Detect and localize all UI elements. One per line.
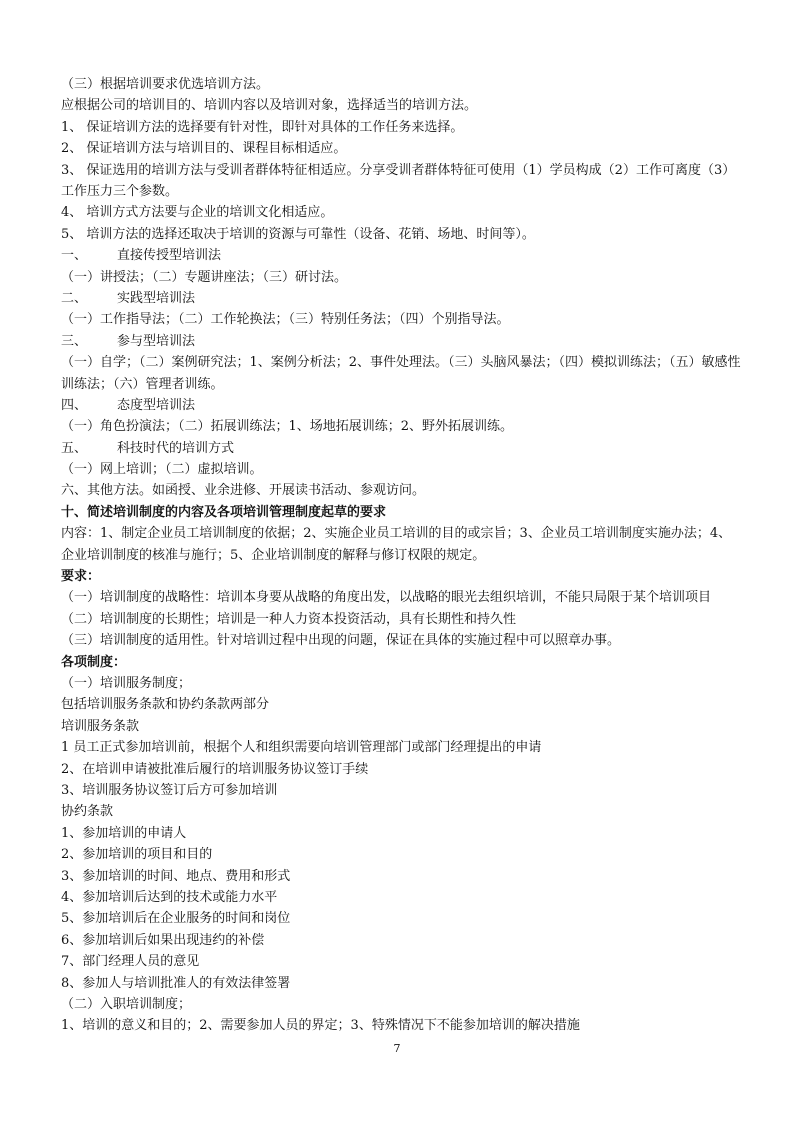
text-line: 六、其他方法。如函授、业余进修、开展读书活动、参观访问。 (61, 483, 426, 499)
text-line: 1、培训的意义和目的；2、需要参加人员的界定；3、特殊情况下不能参加培训的解决措施 (61, 1018, 580, 1034)
text-line: （一）角色扮演法；（二）拓展训练法；1、场地拓展训练；2、野外拓展训练。 (61, 419, 514, 435)
subheading: 要求： (61, 569, 101, 585)
section-number: 四、 (61, 397, 88, 413)
text-line: 2、 保证培训方法与培训目的、课程目标相适应。 (61, 141, 347, 157)
section-heading (61, 288, 741, 309)
text-line: （一）工作指导法；（二）工作轮换法；（三）特别任务法；（四）个别指导法。 (61, 312, 510, 328)
section-title: 直接传授型培训法 (117, 248, 222, 264)
text-line: （一）讲授法；（二）专题讲座法；（三）研讨法。 (61, 269, 348, 285)
text-line: 3、参加培训的时间、地点、费用和形式 (61, 868, 291, 884)
chapter-heading: 十、简述培训制度的内容及各项培训管理制度起草的要求 (61, 504, 387, 520)
text-line: 7、部门经理人员的意见 (61, 954, 200, 970)
text-line: 4、参加培训后达到的技术或能力水平 (61, 889, 278, 905)
section-title: 参与型培训法 (117, 333, 196, 349)
text-line: 3、 保证选用的培训方法与受训者群体特征相适应。分享受训者群体特征可使用（1）学员构成（2）工作可离度（3）工作压力三个参数。 (61, 162, 736, 199)
text-line: 2、在培训申请被批准后履行的培训服务协议签订手续 (61, 761, 369, 777)
section-title: 态度型培训法 (117, 397, 196, 413)
text-line: （三）根据培训要求优选培训方法。 (61, 77, 270, 92)
text-line: 内容：1、制定企业员工培训制度的依据；2、实施企业员工培训的目的或宗旨；3、企业员工培训制度实施办法；4、企业培训制度的核准与施行；5、企业培训制度的解释与修订权限的规定。 (61, 526, 732, 563)
section-heading (61, 438, 741, 459)
section-title: 科技时代的培训方式 (117, 440, 235, 456)
document-body (61, 74, 741, 1037)
section-number: 一、 (61, 248, 88, 264)
section-heading (61, 395, 741, 416)
text-line: 1、 保证培训方法的选择要有针对性，即针对具体的工作任务来选择。 (61, 119, 464, 135)
text-line: （二）入职培训制度； (61, 996, 192, 1012)
section-heading (61, 245, 741, 266)
subheading: 各项制度： (61, 654, 127, 670)
text-line: 培训服务条款 (61, 718, 140, 734)
section-number: 五、 (61, 440, 88, 456)
text-line: 6、参加培训后如果出现违约的补偿 (61, 932, 265, 948)
section-number: 二、 (61, 290, 88, 306)
section-number: 三、 (61, 333, 88, 349)
text-line: （一）培训服务制度； (61, 676, 192, 692)
text-line: （一）网上培训；（二）虚拟培训。 (61, 462, 263, 478)
text-line: 4、 培训方式方法要与企业的培训文化相适应。 (61, 205, 334, 221)
section-title: 实践型培训法 (117, 290, 196, 306)
text-line: 5、 培训方法的选择还取决于培训的资源与可靠性（设备、花销、场地、时间等）。 (61, 226, 535, 242)
page-number: 7 (393, 1042, 401, 1055)
text-line: 应根据公司的培训目的、培训内容以及培训对象，选择适当的培训方法。 (61, 98, 478, 114)
text-line: 1 员工正式参加培训前，根据个人和组织需要向培训管理部门或部门经理提出的申请 (61, 740, 542, 756)
text-line: （二）培训制度的长期性；培训是一种人力资本投资活动，具有长期性和持久性 (61, 611, 517, 627)
text-line: （三）培训制度的适用性。针对培训过程中出现的问题，保证在具体的实施过程中可以照章办事。 (61, 633, 621, 649)
text-line: 5、参加培训后在企业服务的时间和岗位 (61, 911, 291, 927)
text-line: 8、参加人与培训批准人的有效法律签署 (61, 975, 291, 991)
text-line: 2、参加培训的项目和目的 (61, 847, 213, 863)
text-line: （一）自学；（二）案例研究法；1、案例分析法；2、事件处理法。（三）头脑风暴法；（四）模拟训练法；（五）敏感性训练法；（六）管理者训练。 (61, 355, 741, 392)
text-line: 3、培训服务协议签订后方可参加培训 (61, 783, 278, 798)
text-line: 协约条款 (61, 804, 114, 820)
section-heading (61, 331, 741, 352)
text-line: 1、参加培训的申请人 (61, 825, 187, 841)
text-line: （一）培训制度的战略性：培训本身要从战略的角度出发，以战略的眼光去组织培训，不能只局限于某个培训项目 (61, 590, 712, 606)
text-line: 包括培训服务条款和协约条款两部分 (61, 697, 270, 713)
